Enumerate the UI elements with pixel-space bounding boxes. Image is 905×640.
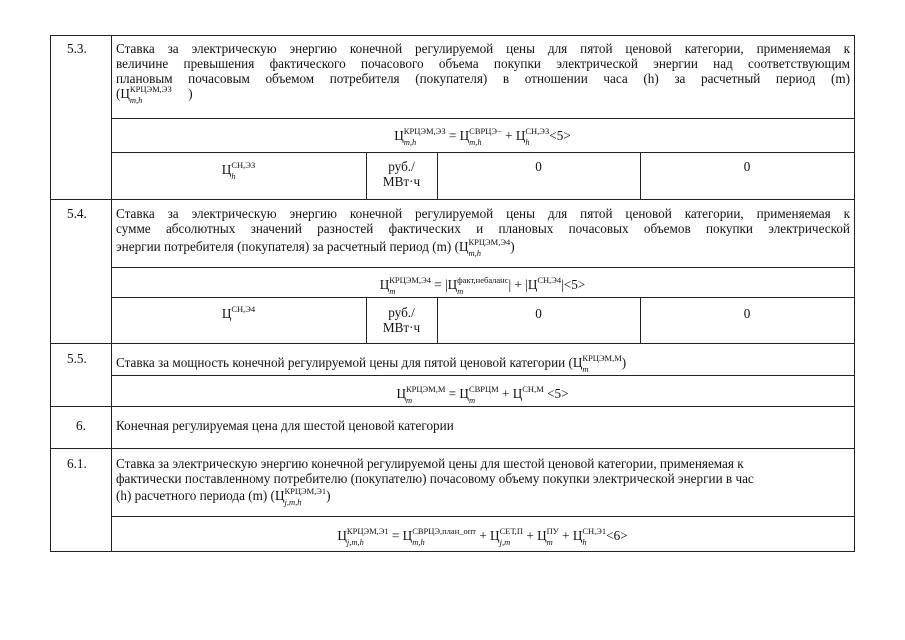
- description-line: величине превышения фактического почасового объема покупки электрической энергии над соответствующим: [116, 56, 850, 71]
- row-description: [116, 456, 850, 505]
- formula: $Ц^{КРЦЭМ,ЭЗ}$ m,h = $Ц^{СВРЦЭ-}$ m,h + $Ц^{СН,ЭЗ}$ h <5>: [394, 126, 571, 147]
- value-cell: 0: [535, 159, 542, 174]
- formula: $Ц^{КРЦЭМ,Э4}$ m = $|Ц^{факт,небаланс}$ m | + $|Ц^{СН,Э4}|<5>$: [379, 275, 586, 296]
- row-number: 6.1.: [67, 456, 87, 471]
- description-line: плановым почасовым объемом потребителя (покупателя) в отношении часа (h) за расчетный период (m): [116, 71, 850, 86]
- row-description: [116, 206, 850, 256]
- unit: руб./ МВт·ч: [382, 305, 421, 335]
- row-number: 5.3.: [67, 41, 87, 56]
- description-line: сумме абсолютных значений разностей фактических и плановых почасовых объемов покупки электрической: [116, 221, 850, 236]
- row-description: Конечная регулируемая цена для шестой ценовой категории: [116, 418, 454, 433]
- unit: руб./ МВт·ч: [382, 159, 421, 189]
- row-description: Ставка за мощность конечной регулируемой цены для пятой ценовой категории ($Ц^{КРЦЭМ,М}$ m ): [116, 353, 627, 374]
- formula: $Ц^{КРЦЭМ,Э1}$ j,m,h = $Ц^{СВРЦЭ,план\_опт}$ m,h + $Ц^{СЕТ,П}$ j,m + $Ц^{ПУ}$ m + $Ц^{СН,Э1}$ h <6>: [337, 526, 628, 547]
- description-line: Ставка за электрическую энергию конечной регулируемой цены для пятой ценовой категории, применяемая к: [116, 206, 850, 221]
- row-description: [116, 41, 850, 103]
- row-number: 5.4.: [67, 206, 87, 221]
- component-name: $Ц^{СН,Э4}$: [221, 304, 256, 321]
- value-cell: 0: [743, 306, 751, 321]
- description-line: Ставка за электрическую энергию конечной регулируемой цены для шестой ценовой категории, применяемая к: [116, 456, 744, 471]
- value-cell: 0: [535, 306, 542, 321]
- component-name: $Ц^{СН,ЭЗ}$ h: [221, 160, 256, 181]
- description-line: энергии потребителя (покупателя) за расчетный период (m) ($Ц^{КРЦЭМ,Э4}$ m,h ): [116, 237, 515, 258]
- description-line: ($Ц^{КРЦЭМ,ЭЗ}$ m,h ): [116, 84, 193, 105]
- description-line: (h) расчетного периода (m) ($Ц^{КРЦЭМ,Э1}$ j,m,h ): [116, 486, 331, 507]
- row-number: 6.: [76, 418, 86, 433]
- description-line: Ставка за электрическую энергию конечной регулируемой цены для пятой ценовой категории, применяемая к: [116, 41, 850, 56]
- description-line: фактически поставленному потребителю (покупателю) почасовому объему покупки электрической энергии в час: [116, 471, 754, 486]
- formula: $Ц^{КРЦЭМ,М}$ m = $Ц^{СВРЦМ}$ m + $Ц^{СН,М} <5>$: [396, 384, 569, 405]
- value-cell: 0: [743, 159, 751, 174]
- row-number: 5.5.: [67, 351, 87, 366]
